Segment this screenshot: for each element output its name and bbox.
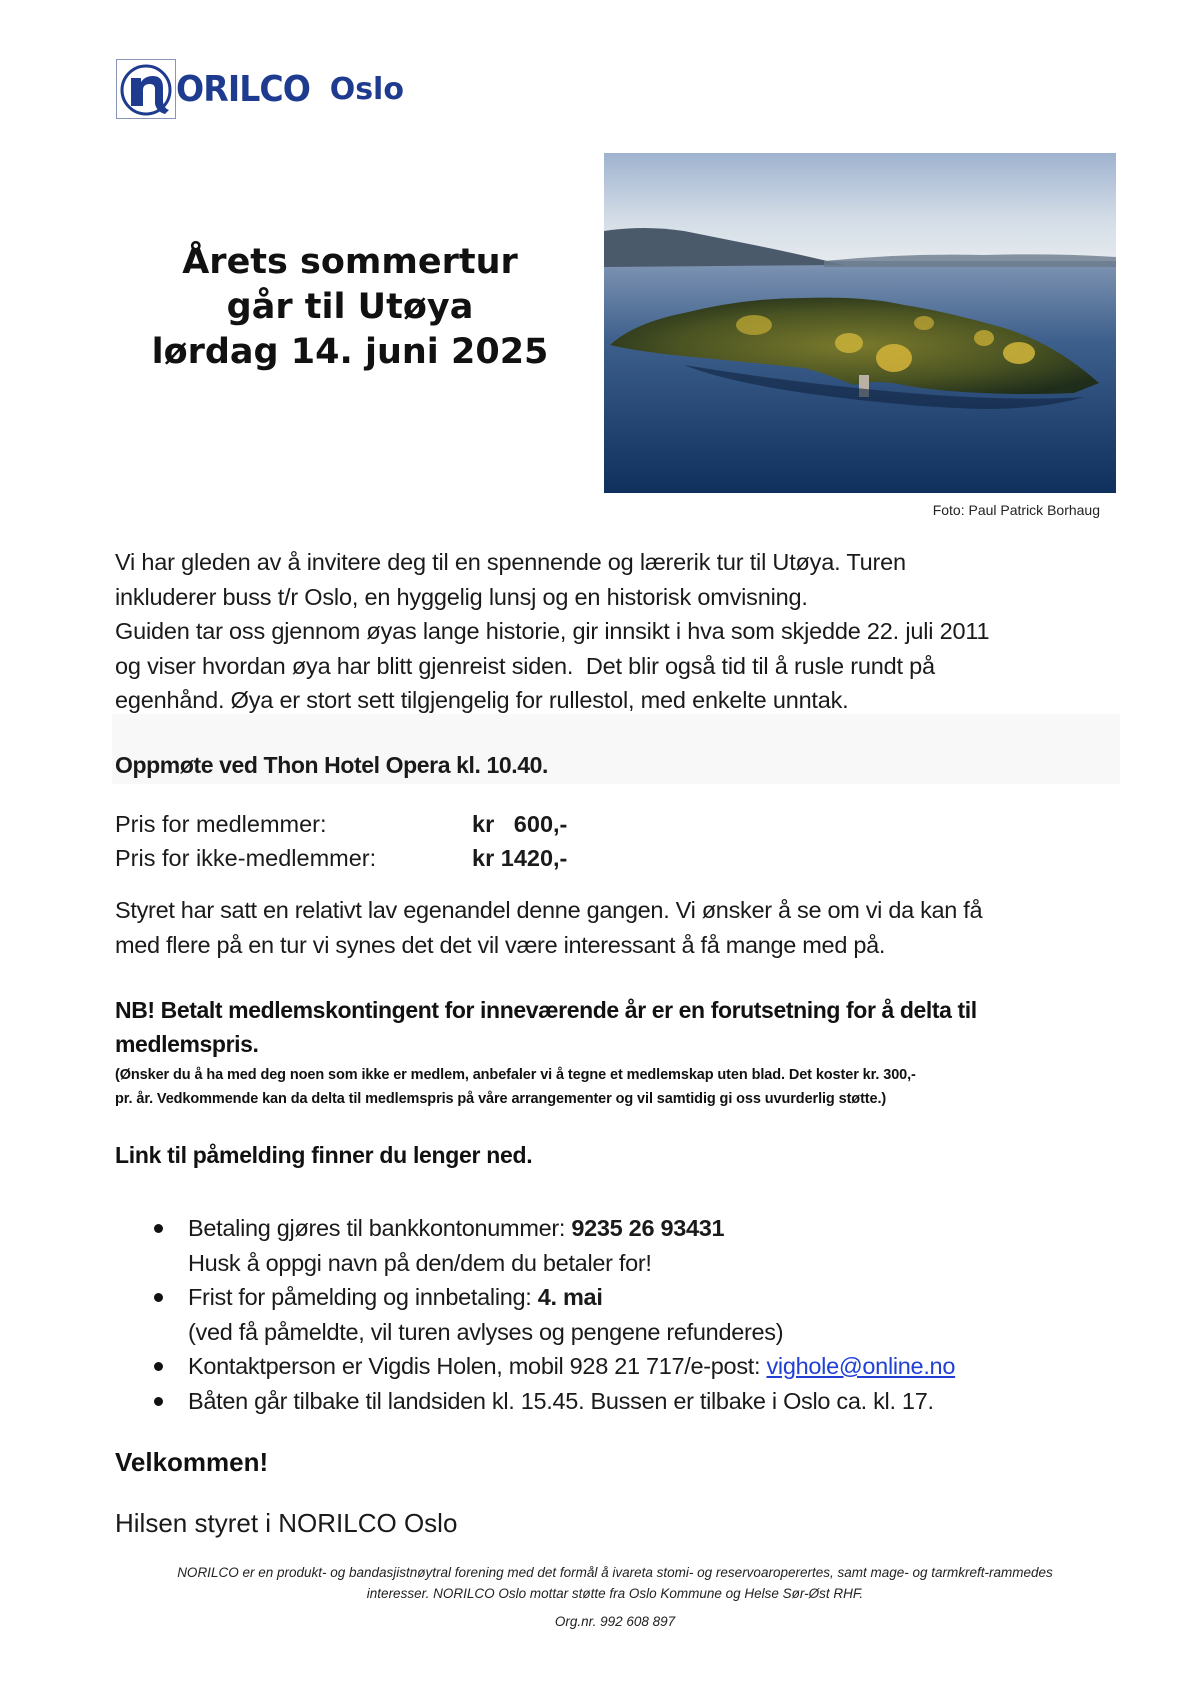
price-value: kr 1420,- <box>472 845 568 871</box>
bullet-payment <box>150 1211 1130 1280</box>
contact-email-link[interactable]: vighole@online.no <box>766 1353 956 1379</box>
title-line-2: går til Utøya <box>226 287 474 327</box>
nb-line: medlemspris. <box>115 1031 259 1057</box>
intro-line: Vi har gleden av å invitere deg til en spennende og lærerik tur til Utøya. Turen <box>115 549 906 575</box>
nb-note-line: pr. år. Vedkommende kan da delta til medlemspris på våre arrangementer og vil samtidig gi oss uvurderlig støtte.) <box>115 1091 887 1107</box>
bullet-contact <box>150 1349 1130 1384</box>
bullet-text: Betaling gjøres til bankkontonummer: <box>188 1215 572 1241</box>
bullet-icon <box>154 1397 163 1406</box>
photo-credit: Foto: Paul Patrick Borhaug <box>932 502 1100 518</box>
island-photo <box>604 153 1116 493</box>
meeting-point: Oppmøte ved Thon Hotel Opera kl. 10.40. <box>115 752 549 778</box>
footer-line: interesser. NORILCO Oslo mottar støtte fra Oslo Kommune og Helse Sør-Øst RHF. <box>366 1586 864 1601</box>
intro-line: egenhånd. Øya er stort sett tilgjengelig for rullestol, med enkelte unntak. <box>115 687 849 713</box>
price-label: Pris for medlemmer: <box>115 811 327 837</box>
logo-city: Oslo <box>329 71 404 107</box>
bullet-text: Båten går tilbake til landsiden kl. 15.45. Bussen er tilbake i Oslo ca. kl. 17. <box>188 1387 934 1414</box>
bullet-deadline <box>150 1280 1130 1349</box>
greeting-signature: Hilsen styret i NORILCO Oslo <box>115 1508 458 1538</box>
nb-line: NB! Betalt medlemskontingent for inneværende år er en forutsetning for å delta til <box>115 997 977 1023</box>
org-number: Org.nr. 992 608 897 <box>554 1614 676 1629</box>
norilco-n-emblem-icon <box>116 59 176 119</box>
nb-notice <box>115 993 1125 1061</box>
bullet-text: Kontaktperson er Vigdis Holen, mobil 928 21 717/e-post: <box>188 1353 767 1379</box>
bullet-return-time <box>150 1384 1130 1419</box>
price-row-non-members <box>115 845 567 872</box>
intro-line: Guiden tar oss gjennom øyas lange historie, gir innsikt i hva som skjedde 22. juli 2011 <box>115 618 990 644</box>
bullet-text: Frist for påmelding og innbetaling: <box>188 1284 538 1310</box>
price-row-members <box>115 811 567 838</box>
intro-line: og viser hvordan øya har blitt gjenreist siden. Det blir også tid til å rusle rundt på <box>115 652 935 679</box>
price-label: Pris for ikke-medlemmer: <box>115 845 377 871</box>
intro-line: inkluderer buss t/r Oslo, en hyggelig lunsj og en historisk omvisning. <box>115 583 808 610</box>
bullet-icon <box>154 1293 163 1302</box>
norilco-oslo-logo <box>116 58 404 120</box>
deadline-date: 4. mai <box>537 1284 603 1310</box>
bullet-subline: (ved få påmeldte, vil turen avlyses og pengene refunderes) <box>188 1318 784 1345</box>
info-bullet-list <box>150 1211 1130 1418</box>
footer-line: NORILCO er en produkt- og bandasjistnøytral forening med det formål å ivareta stomi- og reservoaroperertes, samt mage- og tarmkreft-rammedes <box>177 1565 1053 1580</box>
nb-membership-note <box>115 1063 1125 1111</box>
bullet-icon <box>154 1224 163 1233</box>
logo-wordmark: ORILCO <box>176 68 311 110</box>
board-note <box>115 893 1125 963</box>
registration-link-info: Link til påmelding finner du lenger ned. <box>115 1142 533 1168</box>
price-value: kr 600,- <box>472 811 568 837</box>
bullet-subline: Husk å oppgi navn på den/dem du betaler for! <box>188 1249 652 1276</box>
page-title <box>130 240 570 375</box>
welcome-text: Velkommen! <box>115 1447 269 1477</box>
nb-note-line: (Ønsker du å ha med deg noen som ikke er medlem, anbefaler vi å tegne et medlemskap uten blad. Det koster kr. 300,- <box>115 1067 916 1083</box>
intro-paragraph <box>115 545 1125 718</box>
board-note-line: Styret har satt en relativt lav egenandel denne gangen. Vi ønsker å se om vi da kan få <box>115 897 983 923</box>
bank-account-number: 9235 26 93431 <box>571 1215 725 1241</box>
title-line-1: Årets sommertur <box>182 242 518 282</box>
board-note-line: med flere på en tur vi synes det det vil være interessant å få mange med på. <box>115 932 886 958</box>
bullet-icon <box>154 1362 163 1371</box>
title-line-3: lørdag 14. juni 2025 <box>151 332 549 372</box>
footer-disclaimer <box>130 1562 1100 1604</box>
